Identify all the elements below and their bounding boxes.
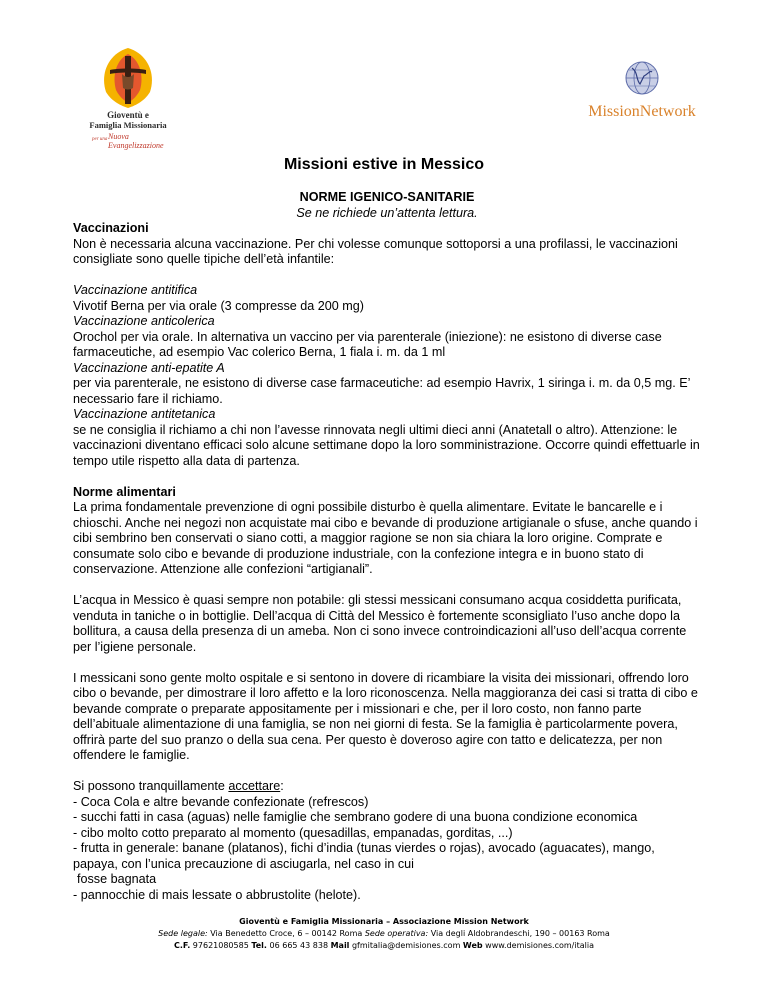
logo-left-line-1: Gioventù e [107, 110, 149, 120]
vaccine-title: Vaccinazione antitifica [73, 283, 198, 297]
section-subheading: NORME IGENICO-SANITARIE [299, 190, 475, 204]
footer-sede-operativa-label: Sede operativa: [364, 929, 429, 938]
footer-cf-label: C.F. [174, 941, 191, 950]
footer-sede-operativa: Via degli Aldobrandeschi, 190 – 00163 Roma [430, 929, 610, 938]
page-title: Missioni estive in Messico [283, 156, 485, 173]
section-subnote: Se ne richiede un’attenta lettura. [296, 205, 478, 220]
accept-item: - cibo molto cotto preparato al momento (quesadillas, empanadas, gorditas, ...) [73, 825, 513, 840]
footer-mail[interactable]: gfmitalia@demisiones.com [351, 941, 461, 950]
logo-left-tagline-script-1: Nuova [108, 132, 129, 141]
vaccine-title: Vaccinazione anti-epatite A [73, 360, 225, 375]
logo-right-text: MissionNetwork [588, 103, 696, 120]
gioventu-famiglia-missionaria-logo [78, 44, 178, 152]
footer-tel: 06 665 43 838 [269, 941, 329, 950]
vaccine-title: Vaccinazione anticolerica [73, 314, 215, 328]
norme-paragraph-3: I messicani sono gente molto ospitale e si sentono in dovere di ricambiare la visita dei missionari, offrendo loro cibo o bevande, per dimostrare il loro affetto e la loro riconoscenza. Nella maggioranza dei casi si tratta di cibo e bevande comprate o preparate appositamente per i missionari e che, per il loro costo, non fanno parte dell’abituale alimentazione di una famiglia, se non nei giorni di festa. Se la famiglia è particolarmente povera, offrirà parte del suo pranzo o della sua cena. Per questo è doveroso agire con tatto e delicatezza, per non offendere le famiglie. [73, 670, 698, 762]
vaccinazioni-heading: Vaccinazioni [73, 221, 149, 235]
logo-left-line-2: Famiglia Missionaria [89, 120, 167, 130]
mission-network-logo [578, 58, 706, 122]
accept-item: fosse bagnata [77, 872, 157, 886]
vaccine-title: Vaccinazione antitetanica [73, 407, 216, 421]
norme-heading: Norme alimentari [73, 484, 176, 499]
footer-addresses [0, 928, 768, 940]
vaccine-text: Vivotif Berna per via orale (3 compresse da 200 mg) [73, 298, 364, 313]
vaccine-text: se ne consiglia il richiamo a chi non l’avesse rinnovata negli ultimi dieci anni (Anatetall o altro). Attenzione: le vaccinazioni diventano efficaci solo alcune settimane dopo la loro somministrazione. Occorre quindi effettuarle in tempo utile rispetto alla data di partenza. [73, 422, 700, 468]
vaccinazioni-intro: Non è necessaria alcuna vaccinazione. Per chi volesse comunque sottoporsi a una profilassi, le vaccinazioni consigliate sono quelle tipiche dell’età infantile: [73, 236, 678, 266]
logo-left-tagline-script-2: Evangelizzazione [108, 141, 164, 150]
vaccine-text: Orochol per via orale. In alternativa un vaccino per via parenterale (iniezione): ne esistono di diverse case farmaceutiche, ad esempio Vac colerico Berna, 1 fiala i. m. da 1 ml [73, 329, 662, 359]
accept-item: - pannocchie di mais lessate o abbrustolite (helote). [73, 887, 361, 902]
footer-mail-label: Mail [330, 941, 350, 950]
accept-intro-after: : [280, 779, 284, 793]
accept-intro-underlined: accettare [228, 779, 281, 793]
accept-item: - frutta in generale: banane (platanos), fichi d’india (tunas vierdes o rojas), avocado (aguacates), mango, papaya, con l’unica precauzione di asciugarla, nel caso in cui [73, 841, 655, 871]
page-footer [0, 916, 768, 952]
footer-web[interactable]: www.demisiones.com/italia [485, 941, 594, 950]
accept-intro [73, 779, 701, 795]
norme-paragraph-1: La prima fondamentale prevenzione di ogni possibile disturbo è quella alimentare. Evitate le bancarelle e i chioschi. Anche nei negozi non acquistate mai cibo e bevande di produzione artigianale o sfuse, anche quando i cibi sembrino ben conservati o siano cotti, a maggior ragione se non sia chiara la loro origine. Comprate e consumate solo cibo e bevande di produzione industriale, con la confezione integra e in buono stato di conservazione. Attenzione alle confezioni “artigianali”. [73, 500, 698, 576]
footer-sede-legale-label: Sede legale: [158, 929, 208, 938]
document-body [73, 190, 701, 903]
accept-intro-before: Si possono tranquillamente [73, 779, 229, 793]
vaccine-text: per via parenterale, ne esistono di diverse case farmaceutiche: ad esempio Havrix, 1 siringa i. m. da 0,5 mg. E’ necessario fare il richiamo. [73, 376, 690, 406]
footer-sede-legale: Via Benedetto Croce, 6 – 00142 Roma [210, 929, 363, 938]
footer-cf: 97621080585 [192, 941, 249, 950]
norme-paragraph-2: L’acqua in Messico è quasi sempre non potabile: gli stessi messicani consumano acqua cosiddetta purificata, venduta in taniche o in bottiglie. Dell’acqua di Città del Messico è fortemente sconsigliato l’uso anche dopo la bollitura, a causa della presenza di un ameba. Non ci sono invece controindicazioni all’uso dell’acqua corrente per l’igiene personale. [73, 593, 687, 654]
accept-item: - succhi fatti in casa (aguas) nelle famiglie che sembrano godere di una buona condizione economica [73, 810, 638, 824]
footer-organization: Gioventù e Famiglia Missionaria – Associazione Mission Network [239, 917, 529, 926]
logo-left-tagline-small: per una [92, 137, 108, 142]
footer-contacts [0, 940, 768, 952]
footer-web-label: Web [462, 941, 483, 950]
footer-tel-label: Tel. [251, 941, 267, 950]
accept-item: - Coca Cola e altre bevande confezionate (refrescos) [73, 794, 369, 809]
